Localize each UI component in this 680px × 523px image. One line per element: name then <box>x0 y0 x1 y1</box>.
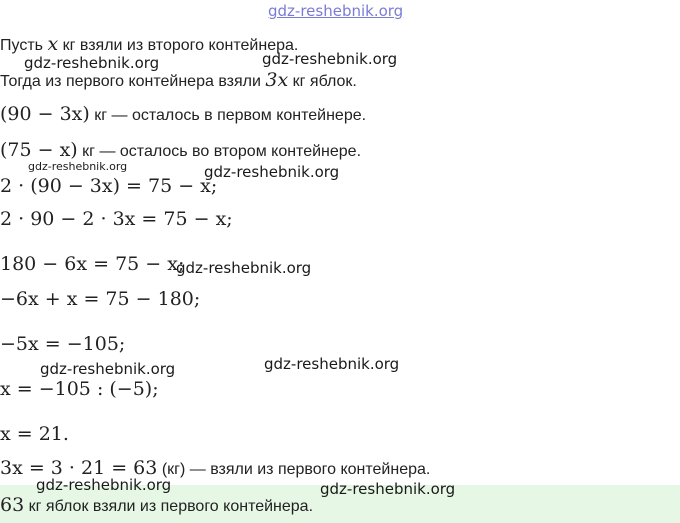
math-expression: 3x = 3 · 21 = 63 <box>0 457 158 479</box>
text-line-3: (90 − 3x) кг — осталось в первом контейнере. <box>0 103 367 125</box>
text-line-2: Тогда из первого контейнера взяли 3x кг яблок. <box>0 69 357 91</box>
answer-number: 63 <box>0 494 25 516</box>
equation-line-4: −6x + x = 75 − 180; <box>0 288 201 310</box>
watermark: gdz-reshebnik.org <box>320 480 456 498</box>
math-expression: (75 − x) <box>0 139 78 161</box>
text-line-4: (75 − x) кг — осталось во втором контейнере. <box>0 139 362 161</box>
watermark: gdz-reshebnik.org <box>204 163 340 181</box>
watermark: gdz-reshebnik.org <box>262 50 398 68</box>
watermark: gdz-reshebnik.org <box>36 476 172 494</box>
text-line-12: 3x = 3 · 21 = 63 (кг) — взяли из первого контейнера. <box>0 457 431 479</box>
math-variable: x <box>47 33 59 55</box>
watermark: gdz-reshebnik.org <box>24 54 160 72</box>
math-expression: 3x <box>265 69 289 91</box>
text-line-1: Пусть x кг взяли из второго контейнера. <box>0 33 299 55</box>
watermark: gdz-reshebnik.org <box>40 360 176 378</box>
equation-line-2: 2 · 90 − 2 · 3x = 75 − x; <box>0 208 233 230</box>
equation-line-3: 180 − 6x = 75 − x; <box>0 253 185 275</box>
answer-line: 63 кг яблок взяли из первого контейнера. <box>0 494 314 516</box>
equation-line-6: x = −105 : (−5); <box>0 378 159 400</box>
watermark: gdz-reshebnik.org <box>264 355 400 373</box>
equation-line-5: −5x = −105; <box>0 333 126 355</box>
watermark: gdz-reshebnik.org <box>176 259 312 277</box>
math-expression: (90 − 3x) <box>0 103 90 125</box>
watermark: gdz-reshebnik.org <box>28 160 128 173</box>
equation-line-1: 2 · (90 − 3x) = 75 − x; <box>0 175 218 197</box>
watermark-top-link[interactable]: gdz-reshebnik.org <box>268 2 404 20</box>
equation-line-7: x = 21. <box>0 423 69 445</box>
